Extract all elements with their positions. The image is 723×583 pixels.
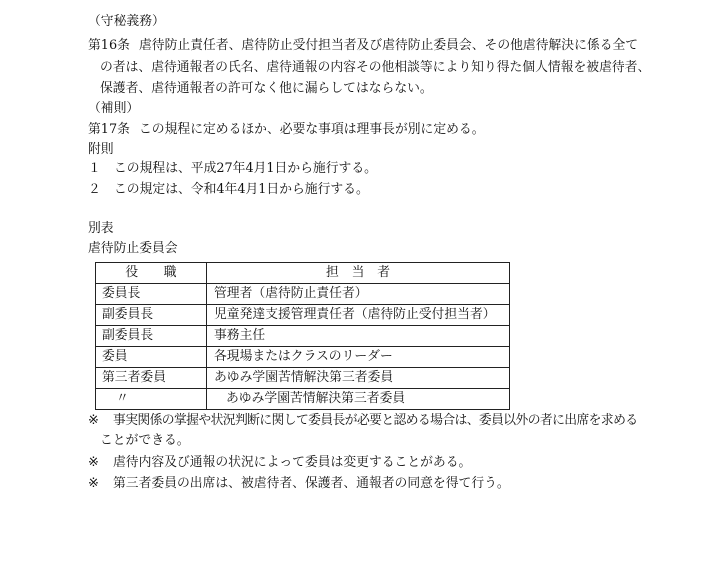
article-17-text: この規程に定めるほか、必要な事項は理事長が別に定める。 <box>139 122 485 137</box>
supplementary-item-number: １ <box>88 161 101 176</box>
role-cell: 〃 <box>96 389 207 410</box>
table-row <box>96 326 510 347</box>
member-cell: 事務主任 <box>207 326 510 347</box>
note-mark: ※ <box>88 455 99 470</box>
note-text-line: ことができる。 <box>100 433 190 448</box>
note-mark: ※ <box>88 476 99 491</box>
appendix-title: 別表 <box>88 221 114 236</box>
committee-table <box>95 262 510 410</box>
column-header-role: 役 職 <box>96 263 207 284</box>
supplementary-item-text: この規程は、平成27年4月1日から施行する。 <box>114 161 377 176</box>
note-text-line: 第三者委員の出席は、被虐待者、保護者、通報者の同意を得て行う。 <box>113 476 510 491</box>
table-header-row <box>96 263 510 284</box>
role-cell: 第三者委員 <box>96 368 207 389</box>
role-cell: 副委員長 <box>96 326 207 347</box>
supplementary-item-number: ２ <box>88 182 101 197</box>
role-cell: 委員 <box>96 347 207 368</box>
table-row <box>96 305 510 326</box>
table-title: 虐待防止委員会 <box>88 241 178 256</box>
member-cell: 児童発達支援管理責任者（虐待防止受付担当者） <box>207 305 510 326</box>
article-17-number: 第17条 <box>88 122 130 137</box>
table-row <box>96 347 510 368</box>
member-cell: あゆみ学園苦情解決第三者委員 <box>207 389 510 410</box>
member-cell: 各現場またはクラスのリーダー <box>207 347 510 368</box>
article-16-caption: （守秘義務） <box>88 14 165 29</box>
note-mark: ※ <box>88 413 99 428</box>
member-cell: あゆみ学園苦情解決第三者委員 <box>207 368 510 389</box>
article-16-number: 第16条 <box>88 38 130 53</box>
supplementary-item-text: この規定は、令和4年4月1日から施行する。 <box>114 182 369 197</box>
article-16-text-line: 虐待防止責任者、虐待防止受付担当者及び虐待防止委員会、その他虐待解決に係る全て <box>139 38 639 53</box>
role-cell: 副委員長 <box>96 305 207 326</box>
member-cell: 管理者（虐待防止責任者） <box>207 284 510 305</box>
article-16-text-line: 保護者、虐待通報者の許可なく他に漏らしてはならない。 <box>100 81 433 96</box>
table-row <box>96 389 510 410</box>
supplementary-title: 附則 <box>88 142 114 157</box>
table-row <box>96 368 510 389</box>
column-header-member: 担 当 者 <box>207 263 510 284</box>
note-text-line: 虐待内容及び通報の状況によって委員は変更することがある。 <box>113 455 472 470</box>
article-16-text-line: の者は、虐待通報者の氏名、虐待通報の内容その他相談等により知り得た個人情報を被虐待者、 <box>100 60 651 75</box>
table-row <box>96 284 510 305</box>
role-cell: 委員長 <box>96 284 207 305</box>
article-17-caption: （補則） <box>88 101 140 116</box>
note-text-line: 事実関係の掌握や状況判断に関して委員長が必要と認める場合は、委員以外の者に出席を求める <box>113 413 638 428</box>
